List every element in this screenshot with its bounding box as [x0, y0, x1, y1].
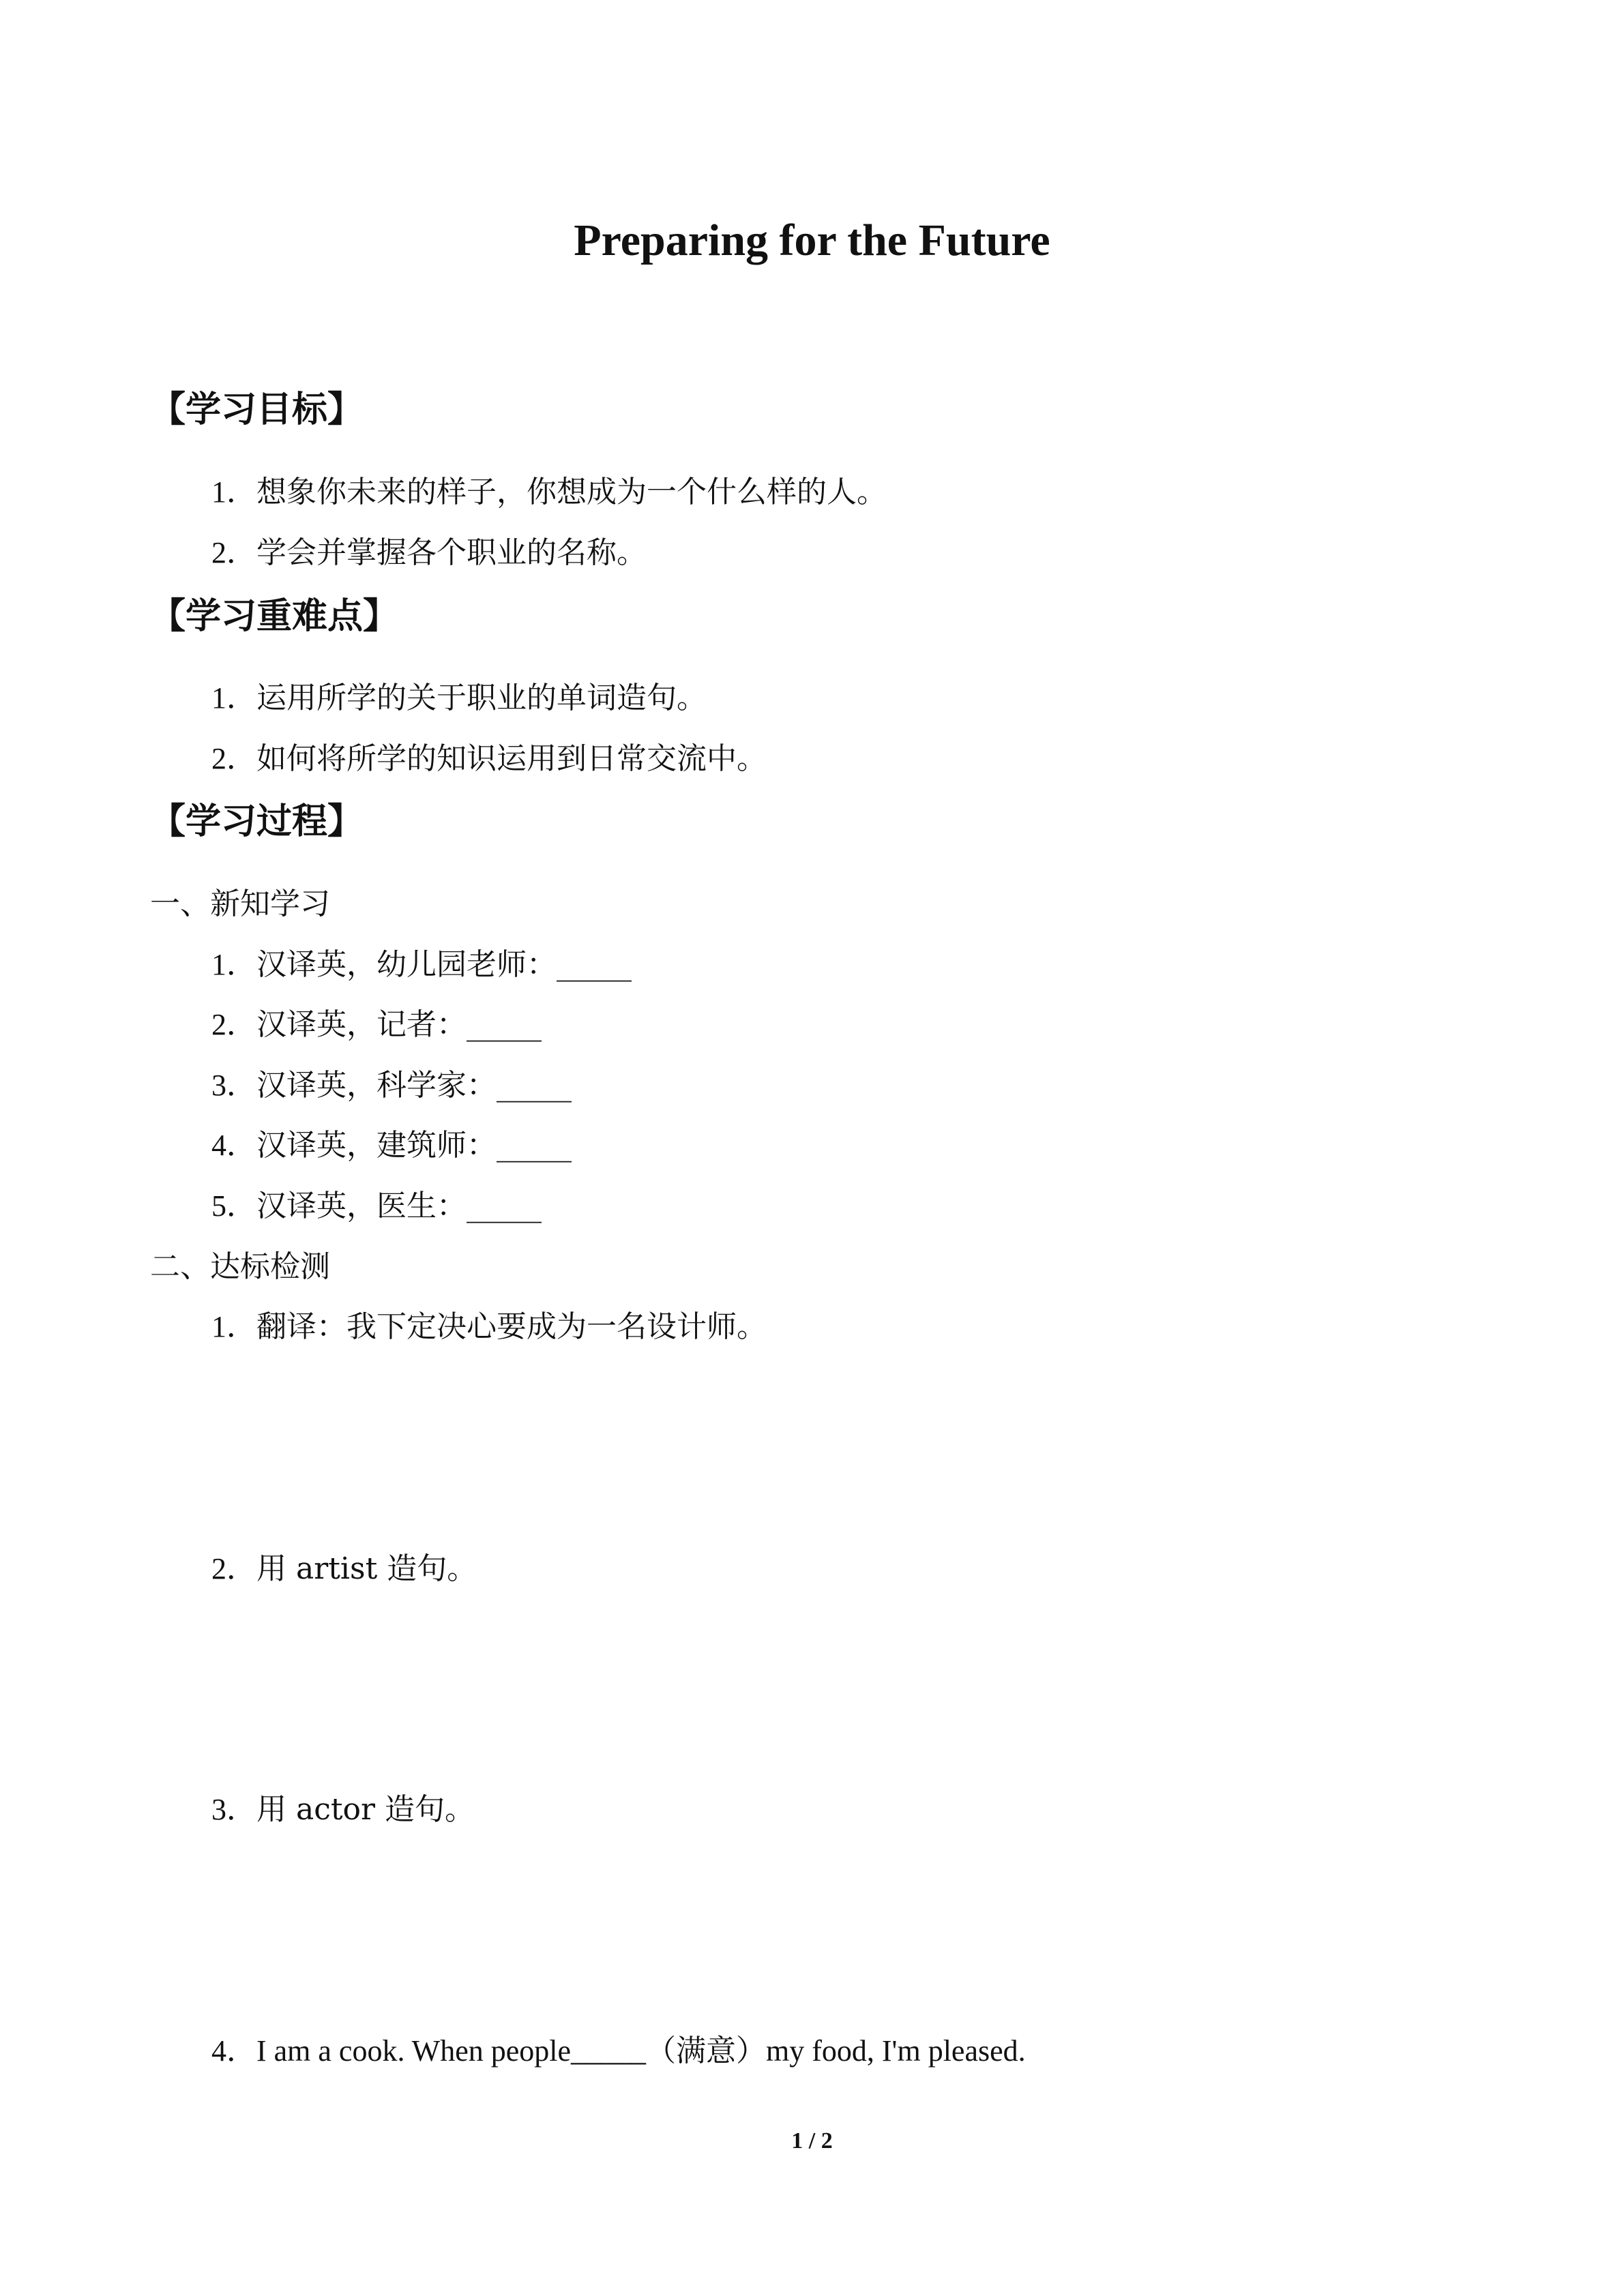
item-number: 2． — [211, 1552, 256, 1585]
item-number: 1． — [211, 1310, 256, 1343]
item-number: 3． — [211, 1069, 256, 1102]
item-text: 汉译英，记者：_____ — [256, 1007, 542, 1042]
page-indicator: 1 / 2 — [791, 2128, 833, 2153]
item-number: 5． — [211, 1189, 256, 1223]
section-heading-process: 【学习过程】 — [150, 801, 364, 842]
part-label-assessment: 二、达标检测 — [150, 1249, 330, 1284]
item-text: 翻译：我下定决心要成为一名设计师。 — [256, 1309, 767, 1344]
key-point-item-2 — [211, 739, 767, 779]
item-text: I am a cook. When people_____（满意）my food, I'm pleased. — [256, 2034, 1026, 2068]
item-text: 学会并掌握各个职业的名称。 — [256, 535, 647, 570]
item-text: 如何将所学的知识运用到日常交流中。 — [256, 741, 767, 776]
item-number: 1． — [211, 948, 256, 981]
item-text: 想象你未来的样子，你想成为一个什么样的人。 — [256, 475, 887, 509]
section-heading-key-points: 【学习重难点】 — [150, 596, 399, 637]
document-title: Preparing for the Future — [574, 215, 1050, 265]
assessment-item-1 — [211, 1307, 767, 1347]
item-number: 4． — [211, 2034, 256, 2068]
item-text: 用 actor 造句。 — [256, 1792, 475, 1827]
translation-item-5 — [211, 1186, 542, 1227]
item-number: 2． — [211, 742, 256, 775]
translation-item-3 — [211, 1065, 572, 1106]
assessment-item-4 — [211, 2031, 1026, 2072]
item-text: 汉译英，幼儿园老师：_____ — [256, 947, 632, 982]
objective-item-1 — [211, 472, 887, 513]
part-label-new-knowledge: 一、新知学习 — [150, 886, 330, 921]
translation-item-4 — [211, 1125, 572, 1166]
translation-item-2 — [211, 1004, 542, 1045]
item-number: 3． — [211, 1793, 256, 1826]
objective-item-2 — [211, 533, 647, 573]
item-text: 汉译英，医生：_____ — [256, 1189, 542, 1223]
item-number: 2． — [211, 536, 256, 569]
item-number: 2． — [211, 1008, 256, 1041]
section-heading-objectives: 【学习目标】 — [150, 389, 364, 430]
translation-item-1 — [211, 944, 632, 985]
item-number: 4． — [211, 1129, 256, 1162]
item-text: 汉译英，建筑师：_____ — [256, 1128, 572, 1163]
item-number: 1． — [211, 475, 256, 509]
assessment-item-3 — [211, 1789, 475, 1830]
assessment-item-2 — [211, 1549, 477, 1590]
item-text: 运用所学的关于职业的单词造句。 — [256, 681, 707, 715]
item-text: 汉译英，科学家：_____ — [256, 1068, 572, 1103]
item-text: 用 artist 造句。 — [256, 1551, 477, 1586]
key-point-item-1 — [211, 678, 707, 719]
item-number: 1． — [211, 681, 256, 715]
